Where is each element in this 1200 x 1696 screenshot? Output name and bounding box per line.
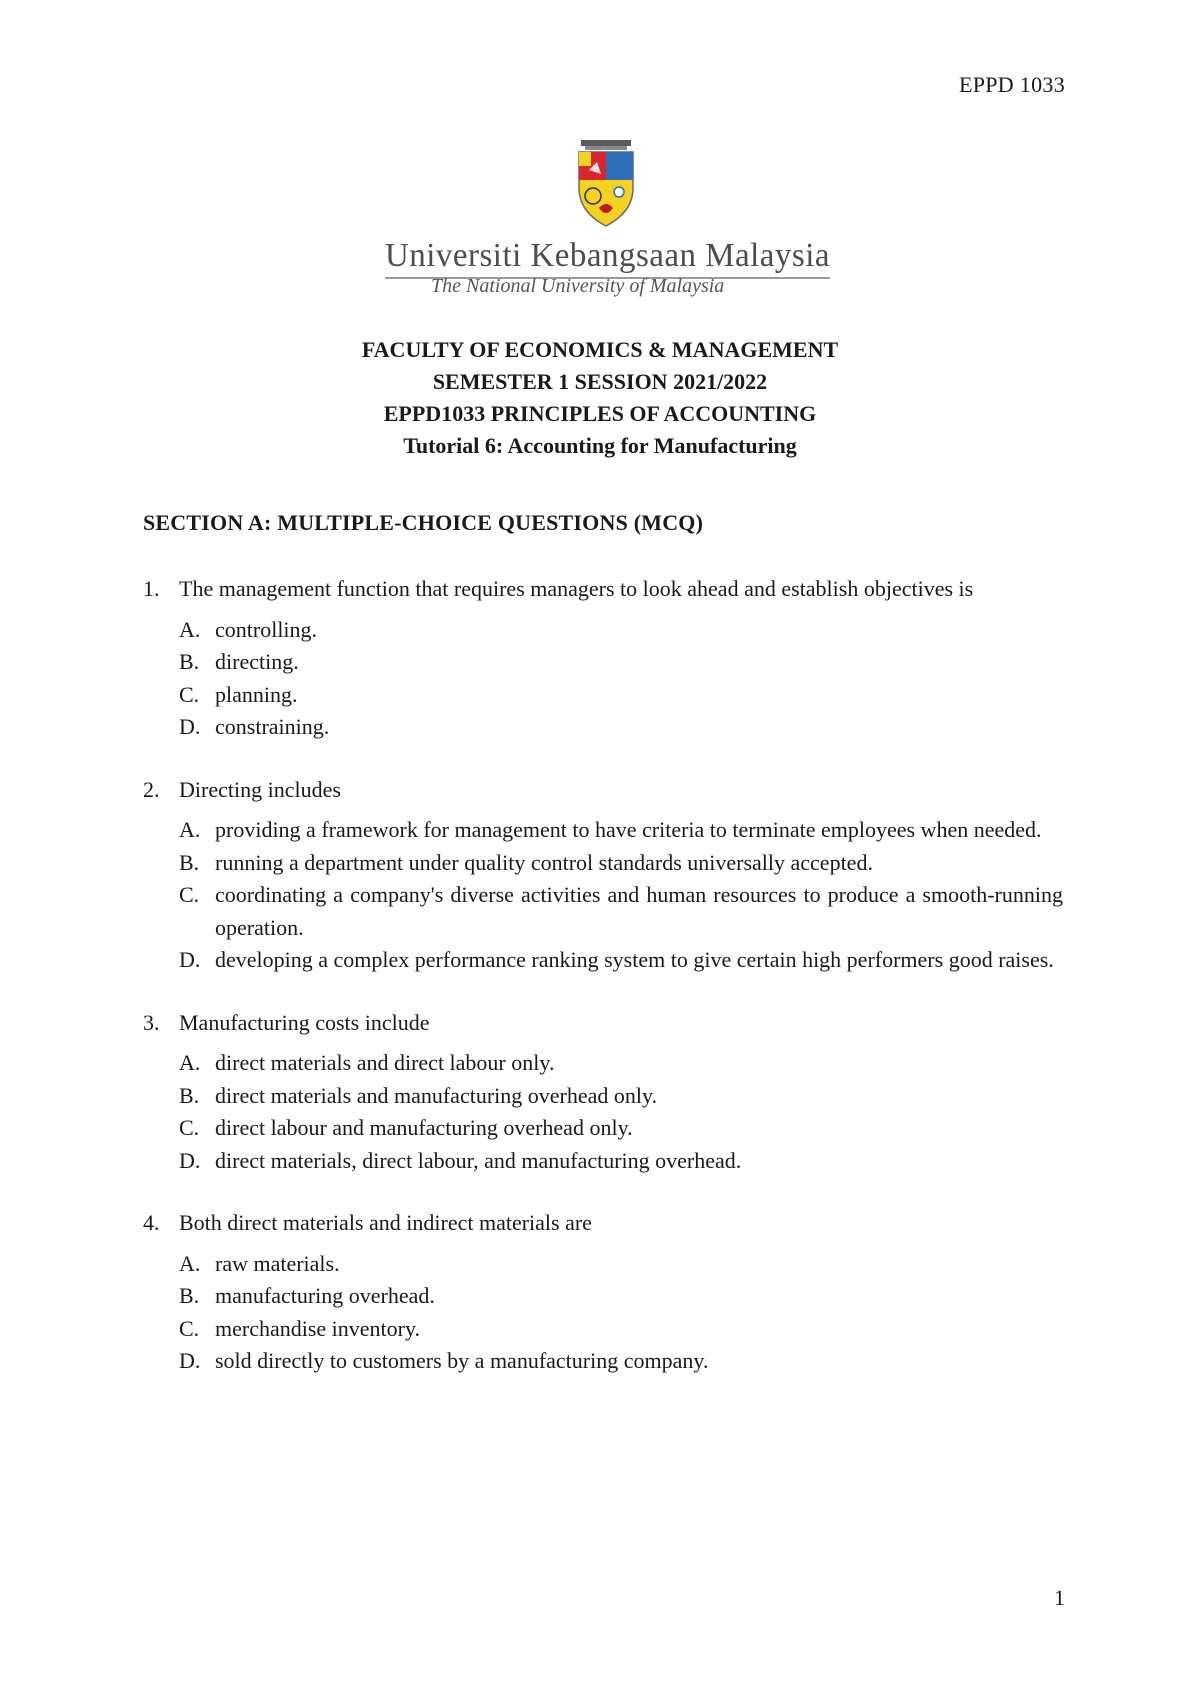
option-a bbox=[179, 614, 1063, 647]
option-text: manufacturing overhead. bbox=[215, 1283, 435, 1308]
question-text: Manufacturing costs include bbox=[179, 1009, 430, 1035]
question-number: 2. bbox=[143, 776, 160, 802]
option-letter: C. bbox=[179, 882, 200, 907]
option-b bbox=[179, 1080, 1063, 1113]
question-list bbox=[143, 573, 1063, 1408]
option-text: direct labour and manufacturing overhead only. bbox=[215, 1115, 633, 1140]
option-list bbox=[179, 814, 1063, 977]
option-a bbox=[179, 814, 1063, 847]
option-c bbox=[179, 679, 1063, 712]
faculty-title: FACULTY OF ECONOMICS & MANAGEMENT bbox=[361, 337, 839, 362]
option-text: direct materials and direct labour only. bbox=[215, 1050, 555, 1075]
question-text: Directing includes bbox=[179, 776, 341, 802]
option-letter: D. bbox=[179, 1147, 201, 1173]
document-code: EPPD 1033 bbox=[959, 72, 1065, 97]
university-tagline bbox=[385, 270, 830, 300]
option-letter: B. bbox=[179, 1082, 200, 1108]
option-c bbox=[179, 879, 1063, 944]
option-letter: A. bbox=[179, 1050, 201, 1075]
option-c bbox=[179, 1112, 1063, 1145]
semester-title: SEMESTER 1 SESSION 2021/2022 bbox=[432, 369, 768, 394]
option-d bbox=[179, 711, 1063, 744]
option-b bbox=[179, 1280, 1063, 1313]
option-a bbox=[179, 1248, 1063, 1281]
tutorial-title: Tutorial 6: Accounting for Manufacturing bbox=[403, 433, 797, 458]
option-text: sold directly to customers by a manufacturing company. bbox=[215, 1348, 709, 1373]
option-letter: A. bbox=[179, 1250, 201, 1276]
option-letter: B. bbox=[179, 849, 200, 875]
option-letter: B. bbox=[179, 649, 200, 674]
university-logo bbox=[385, 140, 830, 300]
option-list bbox=[179, 1047, 1063, 1177]
question-4 bbox=[143, 1207, 1063, 1378]
question-text: Both direct materials and indirect materials are bbox=[179, 1210, 592, 1235]
option-text: directing. bbox=[215, 649, 299, 674]
svg-text:Universiti Kebangsaan Malaysia: Universiti Kebangsaan Malaysia bbox=[385, 237, 830, 274]
option-letter: B. bbox=[179, 1283, 200, 1308]
option-text: direct materials, direct labour, and manufacturing overhead. bbox=[215, 1147, 742, 1173]
option-text: running a department under quality control standards universally accepted. bbox=[215, 849, 873, 875]
document-title-block bbox=[0, 334, 1200, 462]
page-number: 1 bbox=[1054, 1585, 1065, 1610]
option-b bbox=[179, 847, 1063, 880]
question-number: 1. bbox=[143, 576, 160, 601]
option-list bbox=[179, 614, 1063, 744]
option-text: controlling. bbox=[215, 616, 318, 642]
option-letter: C. bbox=[179, 1315, 200, 1341]
option-list bbox=[179, 1248, 1063, 1378]
option-letter: A. bbox=[179, 817, 201, 842]
svg-text:The National University of Mal: The National University of Malaysia bbox=[431, 275, 725, 297]
question-text: The management function that requires managers to look ahead and establish objectives is bbox=[179, 576, 974, 601]
question-1 bbox=[143, 573, 1063, 744]
question-2 bbox=[143, 774, 1063, 977]
option-text: developing a complex performance ranking system to give certain high performers good raises. bbox=[215, 947, 1054, 972]
option-letter: C. bbox=[179, 1115, 200, 1140]
university-crest-icon bbox=[575, 140, 637, 230]
option-text: coordinating a company's diverse activities and human resources to produce a smooth-running operation. bbox=[215, 882, 1063, 940]
section-heading: SECTION A: MULTIPLE-CHOICE QUESTIONS (MCQ) bbox=[143, 510, 704, 535]
option-c bbox=[179, 1313, 1063, 1346]
option-text: constraining. bbox=[215, 714, 330, 739]
option-letter: A. bbox=[179, 616, 201, 642]
option-text: direct materials and manufacturing overhead only. bbox=[215, 1082, 658, 1108]
option-text: planning. bbox=[215, 681, 298, 707]
option-letter: D. bbox=[179, 714, 201, 739]
option-a bbox=[179, 1047, 1063, 1080]
option-text: raw materials. bbox=[215, 1250, 340, 1276]
option-b bbox=[179, 646, 1063, 679]
option-d bbox=[179, 944, 1063, 977]
option-letter: D. bbox=[179, 947, 201, 972]
option-letter: C. bbox=[179, 681, 200, 707]
question-3 bbox=[143, 1007, 1063, 1178]
question-number: 3. bbox=[143, 1009, 160, 1035]
course-title: EPPD1033 PRINCIPLES OF ACCOUNTING bbox=[383, 401, 817, 426]
option-d bbox=[179, 1345, 1063, 1378]
option-d bbox=[179, 1145, 1063, 1178]
option-text: merchandise inventory. bbox=[215, 1315, 421, 1341]
question-number: 4. bbox=[143, 1210, 160, 1235]
option-letter: D. bbox=[179, 1348, 201, 1373]
option-text: providing a framework for management to have criteria to terminate employees when needed. bbox=[215, 817, 1042, 842]
